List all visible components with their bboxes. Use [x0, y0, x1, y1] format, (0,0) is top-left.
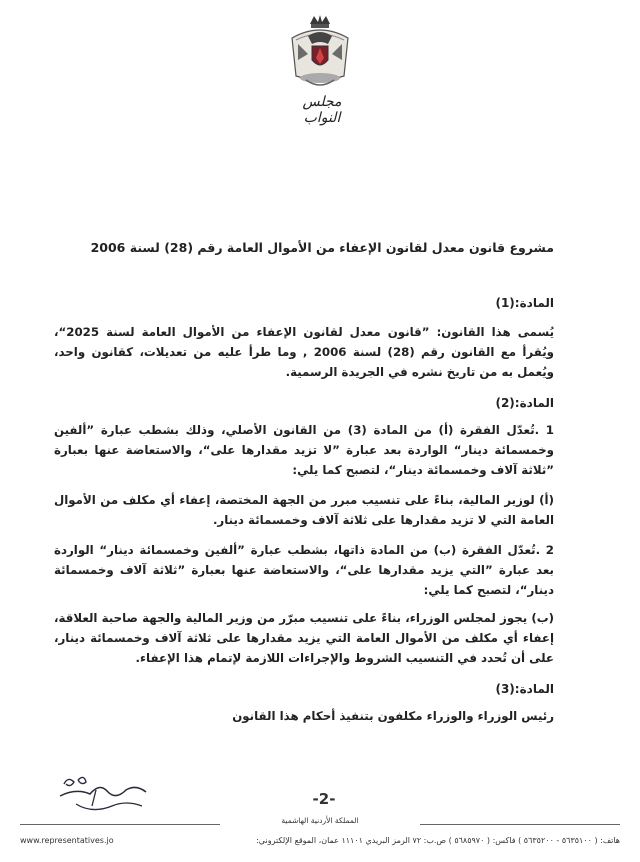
- article-2-clause-b: (ب) يجوز لمجلس الوزراء، بناءً على تنسيب مبرّر من وزير المالية والجهة صاحبة العلاقة، إعفاء أي مكلف من الأموال العامة التي يزيد مقدارها على ثلاثة آلاف وخمسمائة دينار، على أن تُحدد في التنسيب الشروط والإجراءات اللازمة لإتمام هذا الإعفاء.: [54, 611, 554, 665]
- page-number: -2-: [312, 790, 336, 808]
- article-1-label: المادة:(1): [495, 296, 554, 310]
- article-3-paragraph: رئيس الوزراء والوزراء مكلفون بتنفيذ أحكام هذا القانون: [232, 709, 554, 723]
- footer-contact-line: [20, 836, 620, 845]
- article-2-label: المادة:(2): [495, 396, 554, 410]
- parliament-logotype: مجلس النواب: [302, 94, 342, 126]
- coat-of-arms-emblem: [284, 14, 356, 92]
- handwritten-signature: [56, 770, 156, 818]
- document-title: مشروع قانون معدل لقانون الإعفاء من الأموال العامة رقم (28) لسنة 2006: [90, 240, 554, 255]
- article-2-clause-2: 2 .تُعدّل الفقرة (ب) من المادة ذاتها، بشطب عبارة ”ألفين وخمسمائة دينار“ الواردة بعد عبارة ”التي يزيد مقدارها على“، والاستعاضة عنها بعبارة ”ثلاثة آلاف وخمسمائة دينار“، لتصبح كما يلي:: [54, 543, 554, 597]
- footer-kingdom-label: المملكة الأردنية الهاشمية: [220, 816, 420, 825]
- article-1-paragraph: يُسمى هذا القانون: ”قانون معدل لقانون الإعفاء من الأموال العامة لسنة 2025“، ويُقرأ مع القانون رقم (28) لسنة 2006 , وما طرأ عليه من تعديلات، كقانون واحد، ويُعمل به من تاريخ نشره في الجريدة الرسمية.: [54, 325, 555, 379]
- article-3-label: المادة:(3): [495, 682, 554, 696]
- article-2-clause-1: 1 .تُعدّل الفقرة (أ) من المادة (3) من القانون الأصلي، وذلك بشطب عبارة ”ألفين وخمسمائة دينار“ الواردة بعد عبارة ”لا تزيد مقدارها على“، والاستعاضة عنها بعبارة ”ثلاثة آلاف وخمسمائة دينار“، لتصبح كما يلي:: [54, 423, 554, 477]
- article-2-clause-a: (أ) لوزير المالية، بناءً على تنسيب مبرر من الجهة المختصة، إعفاء أي مكلف من الأموال العامة التي لا تزيد مقدارها على ثلاثة آلاف وخمسمائة دينار.: [54, 493, 554, 527]
- footer-website-link[interactable]: www.representatives.jo: [20, 836, 114, 845]
- footer-contact-info: هاتف: ( ٥٦٣٥١٠٠ - ٥٦٣٥٢٠٠ ) فاكس: ( ٥٦٨٥٩٧٠ ) ص.ب: ٧٢ الرمز البريدي ١١١٠١ عمان، الموقع الإلكتروني:: [256, 836, 620, 845]
